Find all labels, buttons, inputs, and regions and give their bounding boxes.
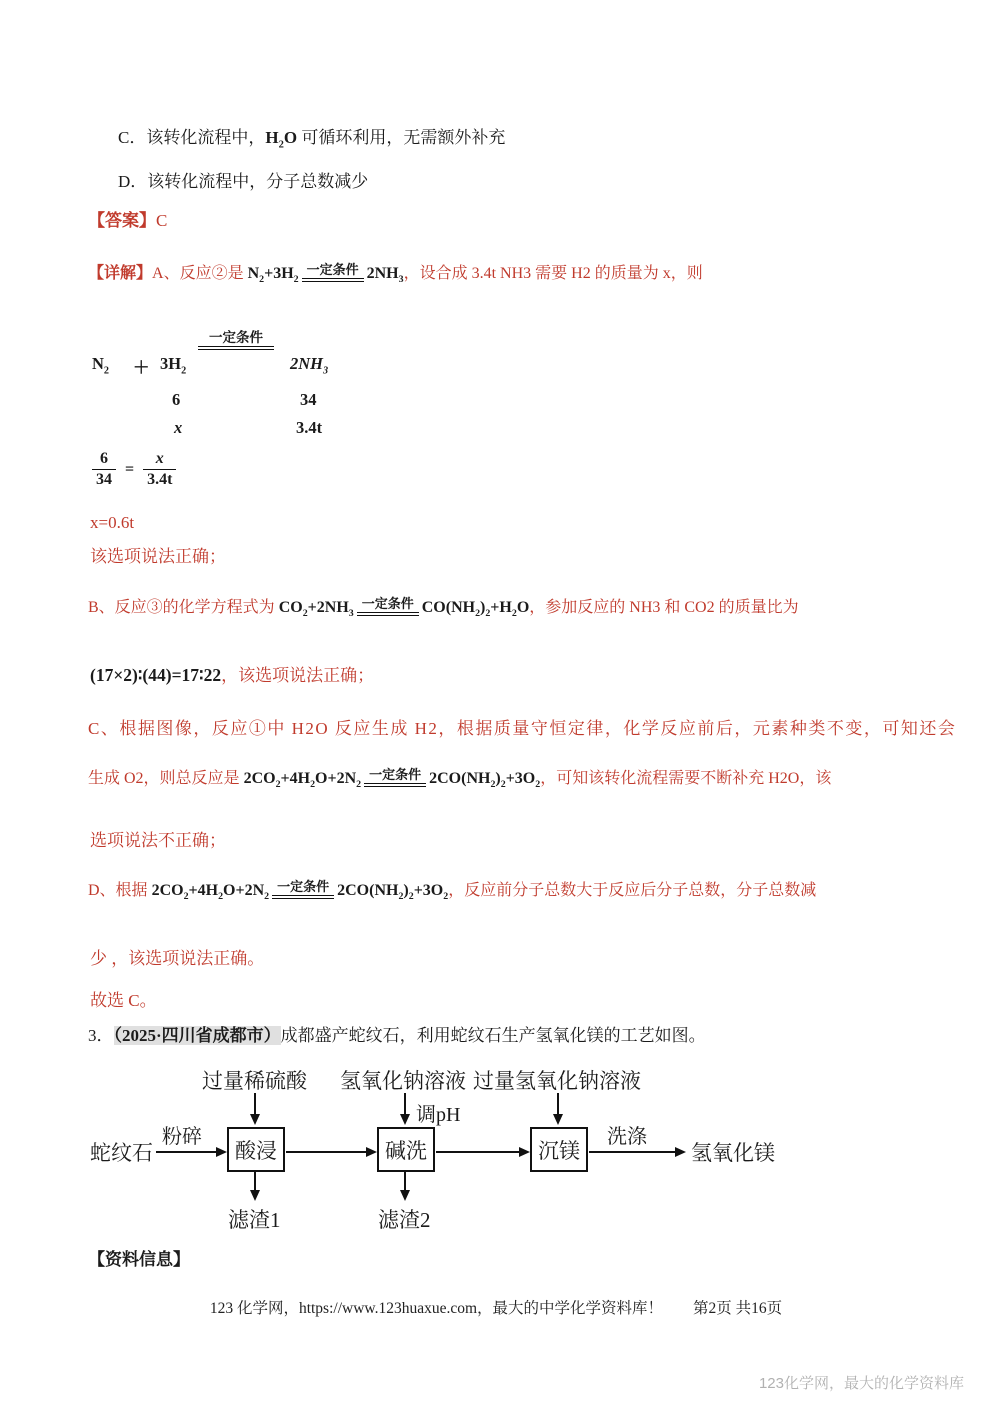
subscript: 2 <box>535 779 541 791</box>
subscript: 2 <box>259 274 265 286</box>
proportion-given-nh3: 34 <box>300 390 317 409</box>
watermark-text <box>759 1372 964 1393</box>
proportion-unknown-nh3: 3.4t <box>296 418 323 437</box>
down-arrow-icon <box>404 1172 406 1198</box>
subscript: 2 <box>310 779 316 791</box>
text-run: D、根据 <box>88 882 148 899</box>
right-arrow-icon <box>156 1151 224 1153</box>
condition-label: 一定条件 <box>209 330 263 345</box>
formula-text: +H <box>490 599 512 616</box>
text-run: ，设合成 3.4t NH3 需要 H2 的质量为 x，则 <box>403 265 703 282</box>
formula-text: 2CO(NH <box>429 770 491 787</box>
flow-residue-1: 滤渣1 <box>228 1208 281 1232</box>
subscript: 2 <box>490 779 496 791</box>
formula-text: O <box>516 599 530 616</box>
text-run: D．该转化流程中，分子总数减少 <box>118 172 369 191</box>
formula-text: ) <box>495 770 501 787</box>
flow-input-naoh: 氢氧化钠溶液 <box>340 1069 466 1093</box>
flow-source-material: 蛇纹石 <box>90 1141 153 1165</box>
denominator: 3.4t <box>143 469 176 490</box>
detail-b-line <box>88 597 799 619</box>
fraction <box>92 449 116 490</box>
subscript: 2 <box>500 779 506 791</box>
subscript: 2 <box>475 608 481 620</box>
formula-text: +3O <box>413 882 444 899</box>
formula-text: ) <box>403 882 409 899</box>
condition-label: 一定条件 <box>369 767 422 782</box>
right-arrow-icon <box>286 1151 374 1153</box>
formula-text: N <box>92 354 104 373</box>
text-run: x=0.6t <box>90 513 135 532</box>
text-run: B、反应③的化学方程式为 <box>88 599 275 616</box>
formula-text: O <box>283 128 298 147</box>
text-run: 选项说法不正确； <box>90 831 226 850</box>
info-section-header <box>88 1249 190 1271</box>
text-run: 可循环利用，无需额外补充 <box>297 128 506 147</box>
subscript: 2 <box>218 891 224 903</box>
equals-sign: = <box>125 460 135 478</box>
subscript: 2 <box>356 779 362 791</box>
formula-text: 3H <box>160 354 182 373</box>
subscript: 3 <box>398 274 404 286</box>
chemical-formula <box>278 599 354 620</box>
flow-product: 氢氧化镁 <box>691 1141 775 1165</box>
right-arrow-icon <box>436 1151 527 1153</box>
formula-text: +4H <box>188 882 219 899</box>
subscript: 2 <box>408 891 414 903</box>
page-footer <box>0 1296 992 1318</box>
detail-a-line <box>88 263 703 285</box>
double-line-icon <box>302 278 364 283</box>
subscript: 2 <box>103 365 110 377</box>
flow-ph-note: 调pH <box>416 1104 461 1126</box>
text-run: 【资料信息】 <box>88 1250 190 1269</box>
condition-equals <box>198 330 274 350</box>
formula-text: H <box>265 128 279 147</box>
subscript: 2 <box>275 779 281 791</box>
formula-text: +2NH <box>307 599 349 616</box>
subscript: 2 <box>398 891 404 903</box>
condition-equals <box>302 263 364 282</box>
fraction-equation <box>92 449 176 490</box>
formula-text: 2CO <box>151 882 184 899</box>
formula-text: N <box>247 265 260 282</box>
chemical-formula <box>429 770 541 791</box>
condition-label: 一定条件 <box>306 262 359 277</box>
text-run: 该选项说法正确； <box>90 547 226 566</box>
proportion-unknown-x: x <box>174 418 183 437</box>
subscript: 3 <box>323 365 329 377</box>
footer-site-text: 123 化学网，https://www.123huaxue.com，最大的中学化学资料库！ <box>209 1300 664 1317</box>
condition-label: 一定条件 <box>361 596 414 611</box>
detail-d-line1 <box>88 880 816 902</box>
chemical-formula <box>366 265 404 286</box>
flow-step-acid-leach <box>227 1127 285 1172</box>
double-line-icon <box>198 346 274 351</box>
footer-page-number: 第2页 共16页 <box>693 1300 783 1317</box>
answer-tag: 【答案】 <box>88 211 156 230</box>
chemical-formula <box>290 354 329 377</box>
flow-step-alkali-wash <box>377 1127 435 1172</box>
proportion-block <box>92 330 452 442</box>
formula-text: +3O <box>505 770 536 787</box>
chemical-formula <box>337 882 449 903</box>
flow-crush-label: 粉碎 <box>162 1126 202 1148</box>
subscript: 3 <box>348 608 354 620</box>
proportion-given-h2: 6 <box>172 390 181 409</box>
final-answer-line <box>90 990 157 1012</box>
condition-equals <box>364 768 426 787</box>
subscript: 2 <box>443 891 449 903</box>
detail-tag: 【详解】 <box>88 265 153 282</box>
text-run: ，该选项说法正确； <box>221 666 375 685</box>
result-line <box>90 512 134 534</box>
chemical-formula <box>92 354 110 377</box>
formula-text: 2NH <box>290 354 323 373</box>
question-source: （2025·四川省成都市） <box>113 1026 281 1045</box>
formula-text: CO(NH <box>421 599 476 616</box>
text-run: 少 ，该选项说法正确。 <box>90 949 265 968</box>
formula-text: CO <box>278 599 303 616</box>
double-line-icon <box>357 612 419 617</box>
condition-equals <box>272 880 334 899</box>
subscript: 2 <box>293 274 299 286</box>
down-arrow-icon <box>254 1172 256 1198</box>
option-d-line <box>118 171 368 193</box>
double-line-icon <box>272 895 334 900</box>
formula-text: O+2N <box>223 882 265 899</box>
text-run: A、反应②是 <box>152 265 244 282</box>
detail-d-line2 <box>90 948 264 970</box>
flow-input-excess-naoh: 过量氢氧化钠溶液 <box>473 1069 641 1093</box>
fraction <box>143 449 176 490</box>
down-arrow-icon <box>557 1093 559 1122</box>
chemical-formula <box>151 882 270 903</box>
detail-c-line3 <box>90 830 226 852</box>
condition-label: 一定条件 <box>277 879 330 894</box>
chemical-formula <box>247 265 299 286</box>
formula-text: 2CO(NH <box>337 882 399 899</box>
detail-c-line1 <box>88 718 956 740</box>
text-run: ，可知该转化流程需要不断补充 H2O，该 <box>540 770 832 787</box>
subscript: 2 <box>278 139 284 151</box>
numerator: 6 <box>100 450 108 467</box>
option-c-line <box>118 127 505 149</box>
flow-input-sulfuric-acid: 过量稀硫酸 <box>202 1069 307 1093</box>
subscript: 2 <box>302 608 308 620</box>
flow-step-label: 酸浸 <box>235 1138 277 1163</box>
flow-step-precipitate-mg <box>530 1127 588 1172</box>
denominator: 34 <box>92 469 116 490</box>
text-run: ，参加反应的 NH3 和 CO2 的质量比为 <box>529 599 799 616</box>
text-run: 生成 O2，则总反应是 <box>88 770 240 787</box>
answer-value: C <box>156 211 168 230</box>
chemical-formula <box>243 770 362 791</box>
condition-equals <box>357 597 419 616</box>
formula-text: 2CO <box>243 770 276 787</box>
flow-residue-2: 滤渣2 <box>378 1208 431 1232</box>
right-arrow-icon <box>589 1151 683 1153</box>
numerator: x <box>155 450 164 467</box>
text-run: C、根据图像，反应①中 H2O 反应生成 H2，根据质量守恒定律，化学反应前后，元素种类不变，可知还会 <box>88 719 957 738</box>
question-text: 成都盛产蛇纹石，利用蛇纹石生产氢氧化镁的工艺如图。 <box>280 1026 706 1045</box>
answer-line <box>88 210 167 232</box>
formula-text: +4H <box>280 770 311 787</box>
question-number: 3． <box>88 1026 114 1045</box>
text-run: 故选 C。 <box>90 991 157 1010</box>
formula-text: ) <box>480 599 486 616</box>
formula-text: O+2N <box>315 770 357 787</box>
detail-c-line2 <box>88 768 831 790</box>
text-run: ，反应前分子总数大于反应后分子总数，分子总数减 <box>448 882 817 899</box>
double-line-icon <box>364 783 426 788</box>
flow-wash-label: 洗涤 <box>607 1126 647 1148</box>
process-flowchart <box>90 1063 830 1235</box>
text-run: 123化学网，最大的化学资料库 <box>758 1375 964 1392</box>
text-run: C．该转化流程中， <box>118 128 266 147</box>
subscript: 2 <box>181 365 187 377</box>
ratio-formula: (17×2)∶(44)=17∶22 <box>90 665 222 685</box>
flow-step-label: 碱洗 <box>385 1138 427 1163</box>
formula-text: +3H <box>264 265 294 282</box>
formula-text: 2NH <box>366 265 399 282</box>
question-3-line <box>88 1025 706 1047</box>
flow-step-label: 沉镁 <box>538 1138 580 1163</box>
subscript: 2 <box>183 891 189 903</box>
subscript: 2 <box>264 891 270 903</box>
down-arrow-icon <box>254 1093 256 1122</box>
a-conclusion-line <box>90 546 226 568</box>
subscript: 2 <box>511 608 517 620</box>
chemical-formula <box>160 354 187 377</box>
chemical-formula <box>265 128 298 151</box>
down-arrow-icon <box>404 1093 406 1122</box>
subscript: 2 <box>485 608 491 620</box>
ratio-line <box>90 664 374 687</box>
plus-sign: ＋ <box>133 358 150 377</box>
chemical-formula <box>421 599 530 620</box>
